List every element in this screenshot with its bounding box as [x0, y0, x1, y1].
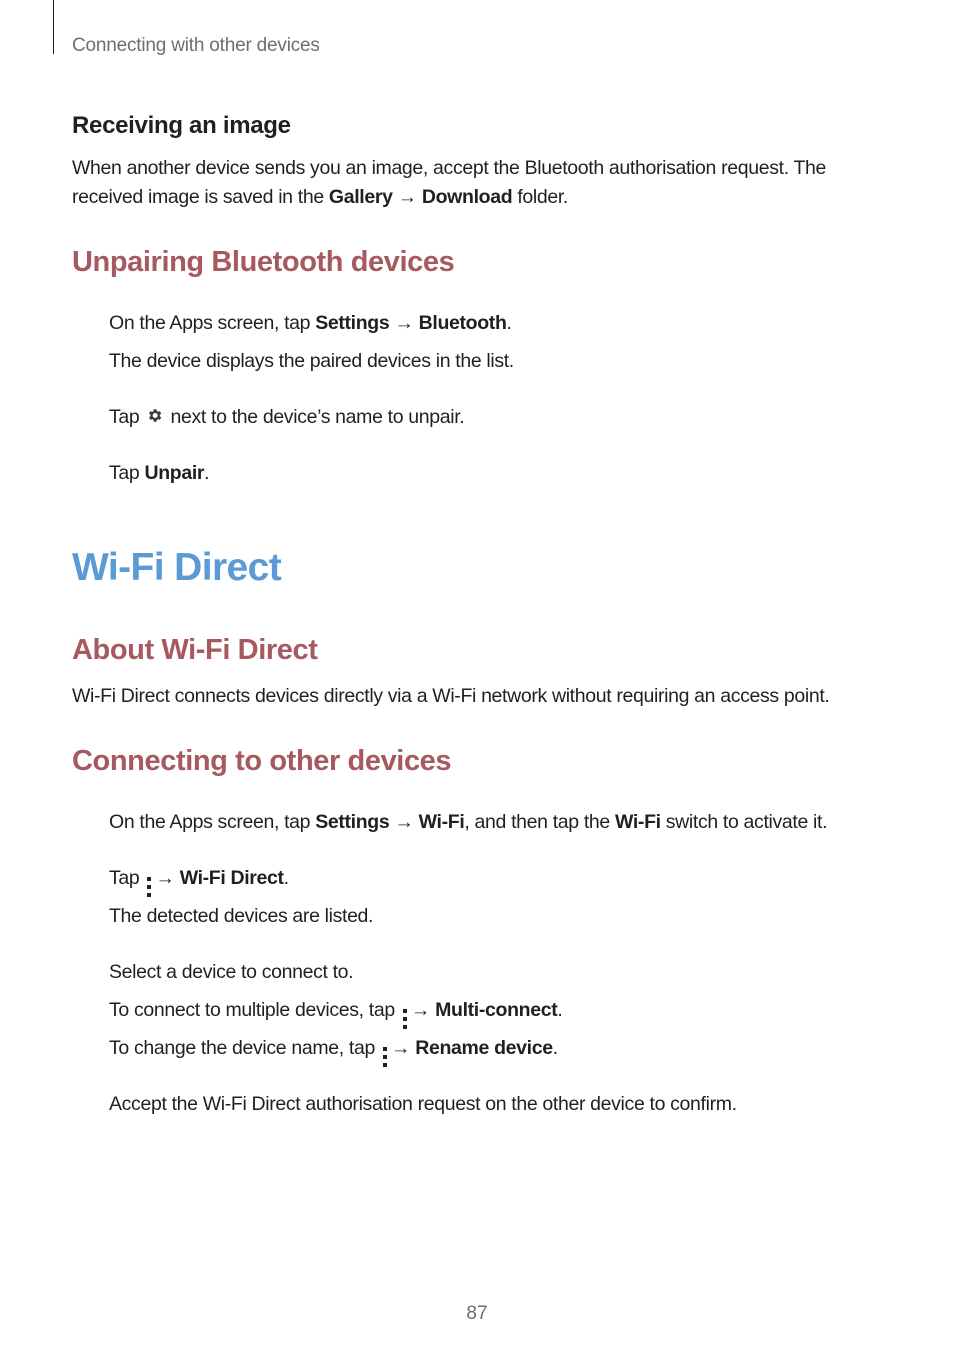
menu-option-unpair: Unpair [144, 462, 205, 484]
more-options-icon [382, 1047, 388, 1067]
text: . [283, 867, 289, 889]
more-options-icon [146, 877, 152, 897]
arrow: → [410, 999, 431, 1021]
connecting-step-4: Accept the Wi-Fi Direct authorisation request on the other device to confirm. [109, 1093, 737, 1115]
text: On the Apps screen, tap [109, 312, 316, 334]
about-wifi-direct-paragraph: Wi-Fi Direct connects devices directly via a Wi-Fi network without requiring an access point. [72, 685, 830, 707]
menu-option-wifi-direct: Wi-Fi Direct [179, 867, 284, 889]
text: , and then tap the [464, 811, 615, 833]
receiving-line-2 [72, 183, 826, 212]
text: folder. [512, 186, 568, 208]
connecting-step-2 [109, 864, 289, 900]
arrow: → [394, 811, 414, 833]
text: . [552, 1037, 558, 1059]
text: switch to activate it. [660, 811, 828, 833]
unpairing-step-2 [109, 403, 464, 432]
wifi-switch-label: Wi-Fi [614, 811, 661, 833]
menu-path-settings: Settings [315, 811, 390, 833]
text: . [557, 999, 563, 1021]
menu-option-rename-device: Rename device [415, 1037, 553, 1059]
section-title-about-wifi-direct: About Wi-Fi Direct [72, 634, 318, 666]
text: Tap [109, 406, 145, 428]
gear-icon [146, 407, 163, 424]
running-header: Connecting with other devices [72, 35, 320, 56]
menu-path-bluetooth: Bluetooth [418, 312, 507, 334]
arrow: → [397, 186, 417, 208]
section-title-unpairing: Unpairing Bluetooth devices [72, 246, 455, 278]
receiving-paragraph [72, 154, 826, 212]
arrow: → [155, 867, 175, 889]
text: On the Apps screen, tap [109, 811, 316, 833]
connecting-step-3-note-2 [109, 1034, 558, 1070]
menu-path-wifi: Wi-Fi [418, 811, 465, 833]
menu-option-multi-connect: Multi-connect [435, 999, 558, 1021]
connecting-step-2-note: The detected devices are listed. [109, 905, 374, 927]
arrow: → [394, 312, 414, 334]
connecting-step-1 [109, 808, 827, 837]
chapter-title-wifi-direct: Wi-Fi Direct [72, 546, 282, 589]
text: Tap [109, 462, 145, 484]
connecting-step-3: Select a device to connect to. [109, 961, 354, 983]
more-options-icon [402, 1009, 408, 1029]
text: next to the device’s name to unpair. [165, 406, 465, 428]
receiving-line-1: When another device sends you an image, accept the Bluetooth authorisation request. The [72, 157, 827, 179]
text: . [506, 312, 512, 334]
text: To connect to multiple devices, tap [109, 999, 400, 1021]
menu-path-gallery: Gallery [328, 186, 393, 208]
unpairing-step-3 [109, 459, 209, 488]
menu-path-download: Download [421, 186, 513, 208]
unpairing-step-1 [109, 309, 512, 338]
subsection-title-receiving: Receiving an image [72, 112, 291, 139]
section-title-connecting: Connecting to other devices [72, 745, 452, 777]
text: . [204, 462, 210, 484]
text: Tap [109, 867, 145, 889]
margin-rule [53, 0, 54, 54]
text: To change the device name, tap [109, 1037, 381, 1059]
text: received image is saved in the [72, 186, 329, 208]
unpairing-step-1-note: The device displays the paired devices in the list. [109, 350, 514, 372]
arrow: → [391, 1037, 411, 1059]
page-number: 87 [466, 1303, 488, 1324]
menu-path-settings: Settings [315, 312, 390, 334]
connecting-step-3-note-1 [109, 996, 562, 1032]
